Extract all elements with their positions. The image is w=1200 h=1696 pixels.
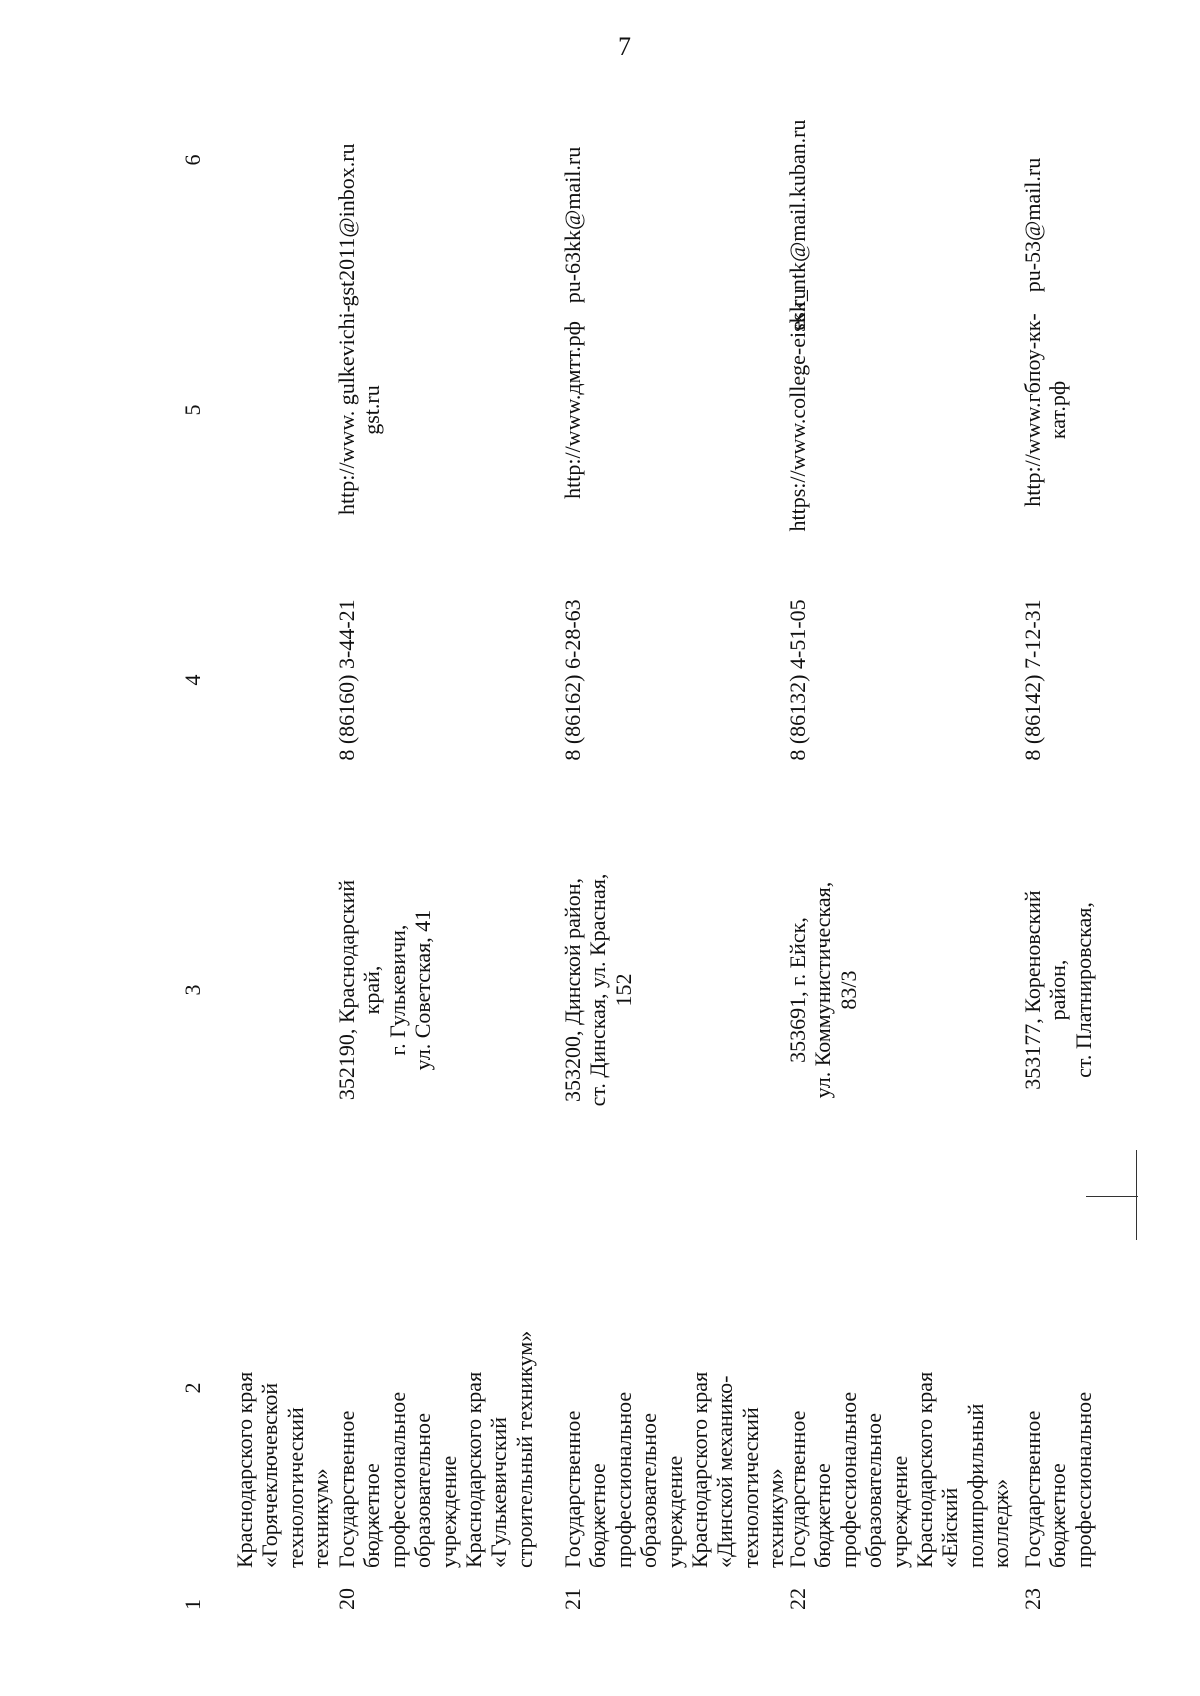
name-line: Краснодарского края <box>461 1371 487 1568</box>
address-line: 353177, Кореновский <box>1020 890 1045 1090</box>
address-cell <box>1020 840 1096 1140</box>
address-line: 152 <box>610 973 636 1007</box>
phone-cell: 8 (86132) 4-51-05 <box>785 599 810 761</box>
phone-cell: 8 (86160) 3-44-21 <box>334 599 359 761</box>
name-line: Государственное <box>560 1410 585 1568</box>
website-line: http://www.дмтт.рф <box>560 321 585 499</box>
address-line: 353200, Динской район, <box>560 878 585 1102</box>
name-line: Государственное <box>1020 1410 1045 1568</box>
address-line: ст. Динская, ул. Красная, <box>585 873 611 1107</box>
email-cell: esk_ntk@mail.kuban.ru <box>785 119 810 331</box>
name-line: Государственное <box>334 1410 359 1568</box>
name-line: «Горячеключевской <box>257 1382 283 1568</box>
name-line: технологический <box>282 1407 308 1568</box>
name-line: учреждение <box>886 1455 912 1568</box>
name-line: учреждение <box>435 1455 461 1568</box>
address-cell <box>785 840 861 1140</box>
email-cell: pu-53@mail.ru <box>1020 157 1045 293</box>
address-line: ул. Коммунистическая, <box>810 881 836 1099</box>
phone-cell: 8 (86162) 6-28-63 <box>560 599 585 761</box>
name-line: бюджетное <box>1045 1463 1071 1568</box>
institution-name-cell <box>560 1208 789 1568</box>
name-line: Краснодарского края <box>232 1371 257 1568</box>
website-line: http://www.гбпоу-кк- <box>1020 313 1045 507</box>
name-line: профессиональное <box>610 1391 636 1568</box>
column-header-6: 6 <box>180 154 205 166</box>
column-header-1: 1 <box>180 1599 205 1610</box>
name-line: «Динской механико- <box>712 1375 738 1568</box>
name-line: «Ейский <box>937 1487 963 1568</box>
column-header-3: 3 <box>180 984 205 996</box>
address-line: г. Гулькевичи, <box>384 924 410 1056</box>
name-line: Краснодарского края <box>687 1371 713 1568</box>
institution-name-cell <box>334 1208 537 1568</box>
row-number: 22 <box>785 1588 810 1610</box>
name-line: колледж» <box>988 1478 1014 1568</box>
address-line: 83/3 <box>835 970 861 1010</box>
name-line: технологический <box>737 1407 763 1568</box>
name-line: полипрофильный <box>962 1403 988 1568</box>
row-number: 20 <box>334 1588 359 1610</box>
column-header-4: 4 <box>180 674 205 686</box>
name-line: профессиональное <box>384 1391 410 1568</box>
column-header-2: 2 <box>180 1382 205 1394</box>
name-line: Государственное <box>785 1410 810 1568</box>
name-line: бюджетное <box>359 1463 385 1568</box>
email-cell: gst2011@inbox.ru <box>334 143 359 307</box>
address-line: 352190, Краснодарский <box>334 879 359 1101</box>
name-line: профессиональное <box>835 1391 861 1568</box>
address-cell <box>560 840 636 1140</box>
email-cell: pu-63kk@mail.ru <box>560 146 585 304</box>
address-line: 353691, г. Ейск, <box>785 917 810 1063</box>
rotated-table <box>180 119 1096 1610</box>
name-line: образовательное <box>861 1412 887 1568</box>
address-line: ул. Советская, 41 <box>410 909 436 1071</box>
name-line: техникум» <box>763 1468 789 1568</box>
name-line: строительный техникум» <box>511 1330 537 1568</box>
address-cell <box>334 840 436 1140</box>
scan-mark-vertical <box>1136 1150 1137 1240</box>
website-line: кат.рф <box>1045 380 1071 440</box>
address-line: край, <box>359 965 385 1015</box>
row-number: 21 <box>560 1588 585 1610</box>
website-line: gst.ru <box>359 385 385 435</box>
phone-cell: 8 (86142) 7-12-31 <box>1020 599 1045 761</box>
name-line: бюджетное <box>810 1463 836 1568</box>
name-line: профессиональное <box>1070 1391 1096 1568</box>
name-line: Краснодарского края <box>912 1371 938 1568</box>
name-line: «Гулькевичский <box>486 1416 512 1568</box>
name-line: образовательное <box>636 1412 662 1568</box>
website-line: http://www. gulkevichi- <box>334 305 359 515</box>
name-line: бюджетное <box>585 1463 611 1568</box>
name-line: учреждение <box>661 1455 687 1568</box>
page-number: 7 <box>618 32 631 61</box>
continuation-name-cell <box>232 1208 334 1568</box>
name-line: образовательное <box>410 1412 436 1568</box>
row-number: 23 <box>1020 1588 1045 1610</box>
institution-name-cell <box>785 1208 1014 1568</box>
address-line: ст. Платнировская, <box>1070 902 1096 1078</box>
institution-name-cell <box>1020 1208 1096 1568</box>
scan-mark-horizontal <box>1086 1196 1138 1197</box>
name-line: техникум» <box>308 1468 334 1568</box>
column-header-5: 5 <box>180 404 205 416</box>
website-line: https://www.college-eisk.ru <box>785 288 810 532</box>
address-line: район, <box>1045 959 1071 1021</box>
